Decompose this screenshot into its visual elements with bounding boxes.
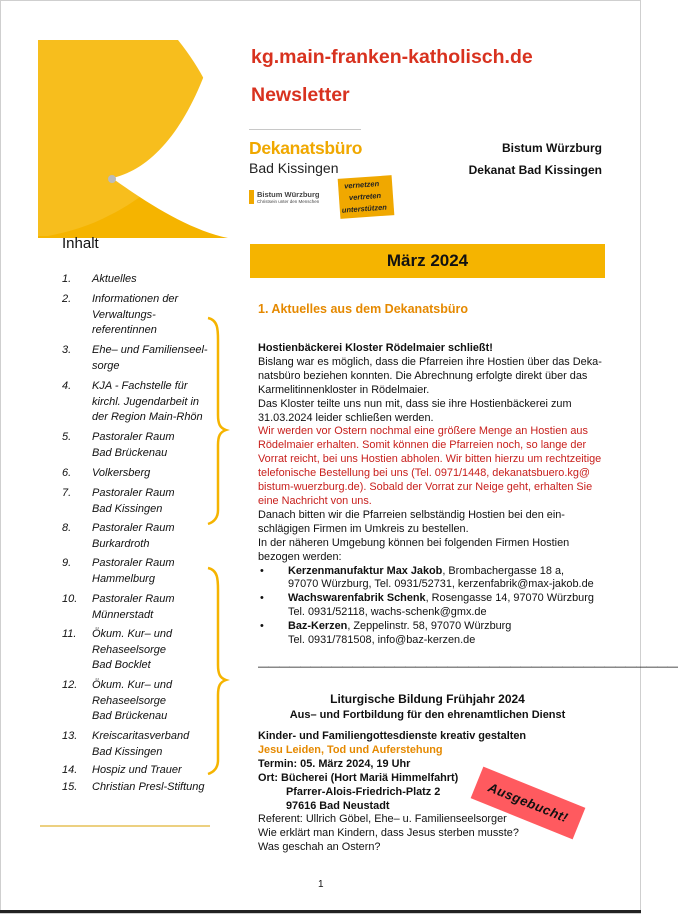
- course-question-1: Wie erklärt man Kindern, dass Jesus sterben musste?: [258, 827, 519, 840]
- toc-item-number: 14.: [62, 764, 78, 776]
- toc-item-label: Ökum. Kur– und Rehaseelsorge Bad Brückenau: [92, 679, 173, 722]
- toc-item-number: 4.: [62, 380, 72, 392]
- toc-item-label: Pastoraler Raum Hammelburg: [92, 557, 175, 585]
- text-line: schlägigen Firmen im Umkreis zu bestellen.: [258, 522, 469, 535]
- article-body: [258, 342, 603, 648]
- toc-item-number: 2.: [62, 293, 72, 305]
- firm-list: [258, 565, 603, 648]
- text-line: bezogen werden:: [258, 550, 342, 563]
- newsletter-title: Newsletter: [251, 84, 350, 106]
- toc-item-label: Ökum. Kur– und Rehaseelsorge Bad Bocklet: [92, 628, 173, 671]
- firm-address: , Brombachergasse 18 a,: [442, 564, 565, 577]
- text-line: Danach bitten wir die Pfarreien selbständig Hostien bei den ein-: [258, 508, 565, 521]
- text-line: bistum-wuerzburg.de). Sobald der Vorrat zur Neige geht, erhalten Sie: [258, 481, 593, 494]
- site-url: kg.main-franken-katholisch.de: [251, 46, 533, 68]
- firm-entry: [258, 565, 603, 579]
- dekanat-header: Dekanat Bad Kissingen: [468, 163, 602, 177]
- article-para-2: [258, 509, 603, 565]
- course-topic: Jesu Leiden, Tod und Auferstehung: [258, 743, 443, 756]
- liturgy-body: [258, 730, 603, 855]
- toc-item-number: 12.: [62, 679, 78, 691]
- firm-name: Wachswarenfabrik Schenk: [288, 592, 426, 605]
- course-place-2: Pfarrer-Alois-Friedrich-Platz 2: [286, 785, 441, 798]
- text-line: natsbüro beziehen konnten. Die Abrechnung erfolgte direkt über das: [258, 369, 588, 382]
- text-line: 31.03.2024 leider schließen werden.: [258, 411, 434, 424]
- firm-name: Kerzenmanufaktur Max Jakob: [288, 564, 443, 577]
- logo-word: Dekanatsbüro: [249, 138, 363, 158]
- course-question-2: Was geschah an Ostern?: [258, 841, 381, 854]
- course-speaker: Referent: Ullrich Göbel, Ehe– u. Familienseelsorger: [258, 813, 507, 826]
- course-place-1: Ort: Bücherei (Hort Mariä Himmelfahrt): [258, 771, 459, 784]
- text-line: In der näheren Umgebung können bei folgenden Firmen Hostien: [258, 536, 570, 549]
- toc-item-label: KJA - Fachstelle für kirchl. Jugendarbeit in der Region Main-Rhön: [92, 380, 203, 423]
- booked-out-stamp: Ausgebucht!: [471, 767, 586, 840]
- article-title: Hostienbäckerei Kloster Rödelmaier schließt!: [258, 342, 493, 354]
- course-title: Kinder- und Familiengottesdienste kreativ gestalten: [258, 730, 527, 742]
- toc-item-label: Pastoraler Raum Burkardroth: [92, 522, 175, 550]
- text-line: Rödelmaier erhalten. Somit können die Pfarreien noch, so lange der: [258, 439, 587, 452]
- toc-item-label: Kreiscaritasverband Bad Kissingen: [92, 730, 190, 758]
- firm-address: , Rosengasse 14, 97070 Würzburg: [425, 592, 594, 605]
- toc-item-number: 13.: [62, 730, 78, 742]
- section-heading: 1. Aktuelles aus dem Dekanatsbüro: [258, 302, 469, 316]
- text-line: Karmelitinnenkloster in Rödelmaier.: [258, 383, 430, 396]
- toc-item-number: 10.: [62, 593, 78, 605]
- toc-item-number: 9.: [62, 557, 72, 569]
- toc-item-label: Ehe– und Familienseel- sorge: [92, 344, 208, 372]
- toc-item-label: Pastoraler Raum Bad Kissingen: [92, 487, 175, 515]
- bullet-icon: •: [260, 620, 264, 633]
- article-red-para: [258, 425, 603, 508]
- toc-item-label: Hospiz und Trauer: [92, 764, 182, 776]
- liturgy-title: Liturgische Bildung Frühjahr 2024: [330, 692, 525, 706]
- toc-item-label: Pastoraler Raum Bad Brückenau: [92, 431, 175, 459]
- firm-contact: Tel. 0931/781508, info@baz-kerzen.de: [288, 634, 476, 647]
- toc-item-label: Christian Presl-Stiftung: [92, 781, 205, 793]
- liturgy-subtitle: Aus– und Fortbildung für den ehrenamtlichen Dienst: [289, 709, 566, 721]
- bottom-rule: [0, 910, 641, 913]
- text-line: Bislang war es möglich, dass die Pfarreien ihre Hostien über das Deka-: [258, 355, 602, 368]
- bistum-name: Bistum Würzburg: [257, 190, 320, 199]
- toc-item-number: 11.: [62, 628, 77, 640]
- toc-item-label: Volkersberg: [92, 467, 151, 479]
- toc-item-label: Aktuelles: [92, 273, 137, 285]
- course-date: Termin: 05. März 2024, 19 Uhr: [258, 757, 411, 770]
- text-line: Das Kloster teilte uns nun mit, dass sie ihre Hostienbäckerei zum: [258, 397, 572, 410]
- bullet-icon: •: [260, 564, 264, 577]
- tag-1: vernetzen: [343, 179, 380, 191]
- firm-name: Baz-Kerzen: [288, 620, 348, 633]
- firm-contact: Tel. 0931/52118, wachs-schenk@gmx.de: [288, 606, 487, 619]
- bistum-header: Bistum Würzburg: [502, 141, 602, 155]
- text-line: Wir werden vor Ostern nochmal eine größere Menge an Hostien aus: [258, 425, 588, 438]
- toc-item-number: 3.: [62, 344, 72, 356]
- toc-item-number: 15.: [62, 781, 78, 793]
- tag-3: unterstützen: [341, 202, 388, 215]
- bistum-slogan: Christsein unter den Menschen: [257, 199, 320, 204]
- bullet-icon: •: [260, 592, 264, 605]
- logo-sub: Bad Kissingen: [249, 160, 339, 176]
- toc-item-number: 1.: [62, 273, 72, 285]
- toc-item-label: Pastoraler Raum Münnerstadt: [92, 593, 175, 621]
- month-bar: März 2024: [250, 244, 605, 278]
- firm-entry: [258, 592, 603, 606]
- toc-item-number: 8.: [62, 522, 72, 534]
- page-number: 1: [318, 879, 324, 890]
- toc-title: Inhalt: [62, 235, 99, 252]
- text-line: eine Nachricht von uns.: [258, 494, 372, 507]
- course-place-3: 97616 Bad Neustadt: [286, 799, 390, 812]
- firm-address: , Zeppelinstr. 58, 97070 Würzburg: [347, 620, 512, 633]
- firm-entry: [258, 620, 603, 634]
- tag-2: vertreten: [348, 190, 382, 203]
- text-line: Vorrat reicht, bei uns Hostien abholen. Wir bitten hierzu um rechtzeitige: [258, 453, 602, 466]
- firm-contact: 97070 Würzburg, Tel. 0931/52731, kerzenfabrik@max-jakob.de: [288, 578, 594, 591]
- dekanatsbuero-logo: [249, 128, 389, 218]
- cross-icon: [249, 190, 254, 204]
- toc-item-number: 7.: [62, 487, 72, 499]
- text-line: telefonische Bestellung bei uns (Tel. 0971/1448, dekanatsbuero.kg@: [258, 467, 590, 480]
- article-para-1: [258, 356, 603, 426]
- tag-box: [338, 175, 395, 219]
- toc-item-number: 5.: [62, 431, 72, 443]
- toc-item-number: 6.: [62, 467, 72, 479]
- toc-item-label: Informationen der Verwaltungs- referentinnen: [92, 293, 179, 336]
- divider: ————————————————————————————————————————: [258, 661, 678, 673]
